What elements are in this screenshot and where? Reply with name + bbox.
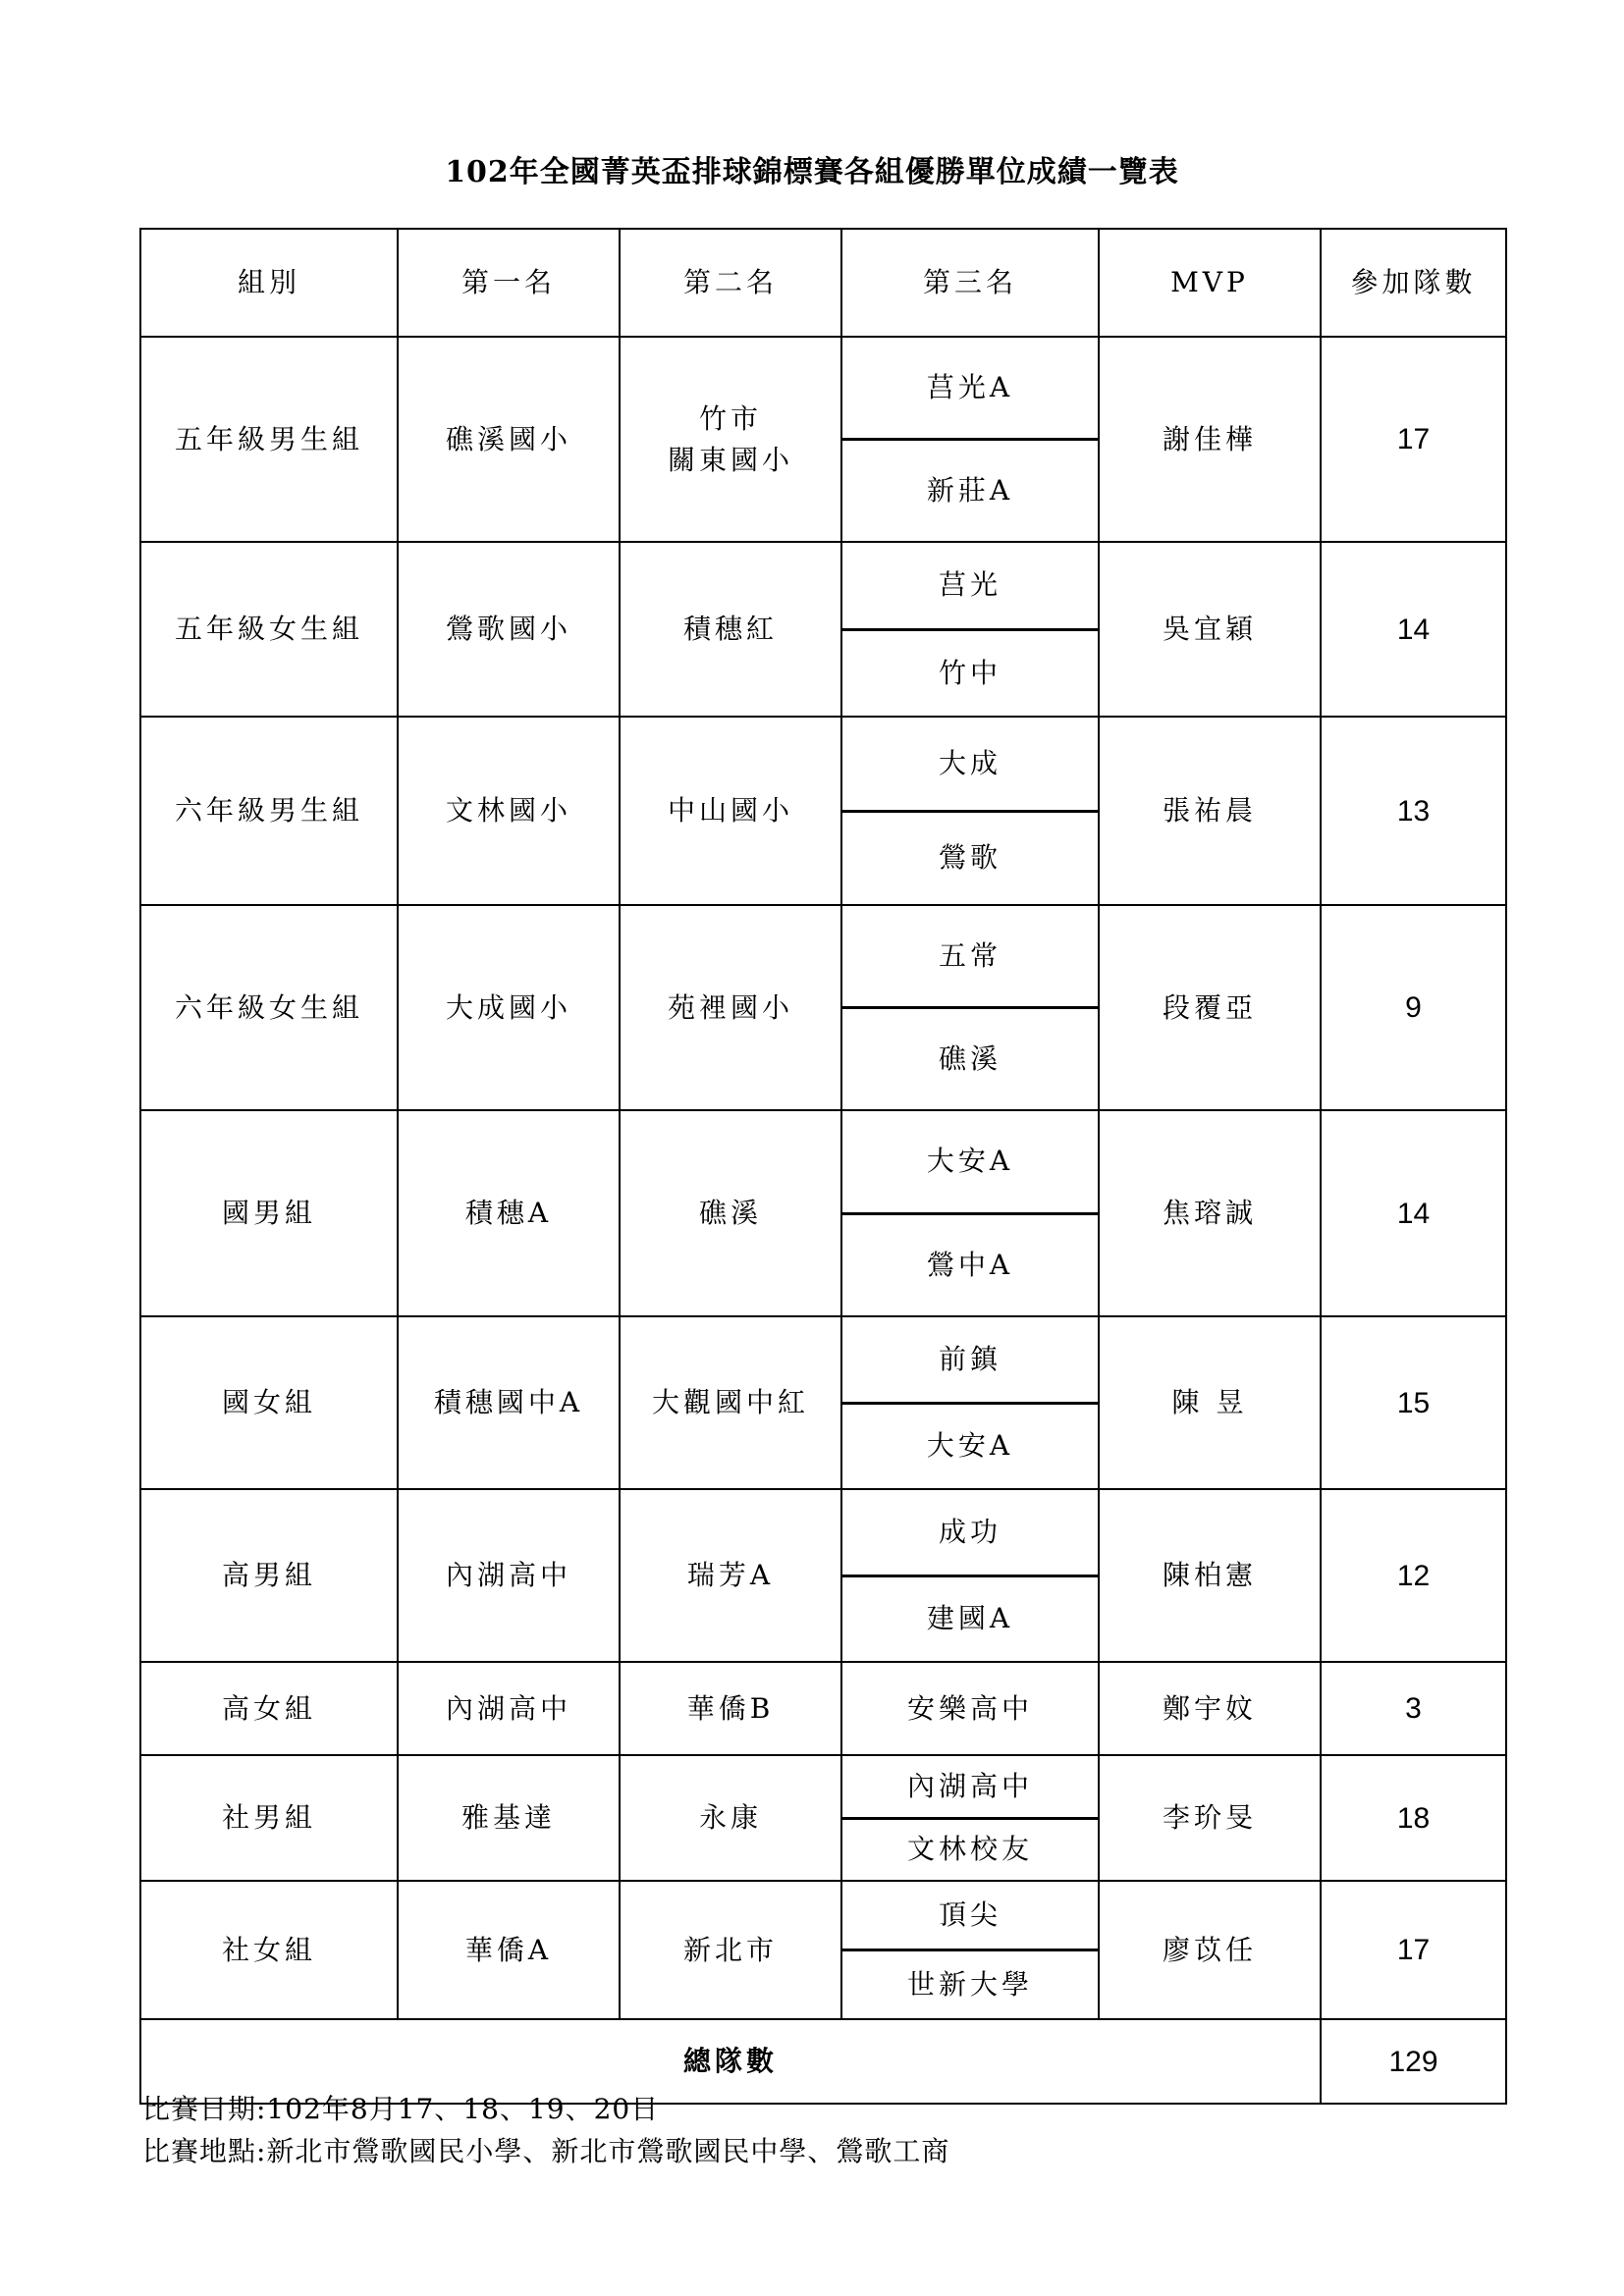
third-place-entry: 礁溪: [842, 1006, 1098, 1109]
third-place-entry: 世新大學: [842, 1949, 1098, 2018]
mvp-cell: 李玠旻: [1099, 1755, 1321, 1881]
header-cell: 第二名: [620, 229, 841, 337]
third-place-entry: 莒光A: [926, 371, 1014, 403]
third-place-entry: 竹中: [842, 628, 1098, 717]
table-row: [140, 1316, 1506, 1489]
group-cell: 五年級男生組: [140, 337, 398, 542]
mvp-cell: 廖苡任: [1099, 1881, 1321, 2019]
table-row: [140, 1489, 1506, 1662]
third-place-entry: 大成: [938, 746, 1001, 779]
second-place-cell: 苑裡國小: [620, 905, 841, 1110]
group-cell: 六年級男生組: [140, 717, 398, 905]
header-cell: MVP: [1099, 229, 1321, 337]
first-place-cell: 雅基達: [398, 1755, 620, 1881]
group-cell: 國女組: [140, 1316, 398, 1489]
second-place-cell: 新北市: [620, 1881, 841, 2019]
first-place-cell: 華僑A: [398, 1881, 620, 2019]
group-cell: 社女組: [140, 1881, 398, 2019]
first-place-cell: 礁溪國小: [398, 337, 620, 542]
first-place-cell: 積穗A: [398, 1110, 620, 1316]
mvp-cell: 焦瑢誠: [1099, 1110, 1321, 1316]
team-count-cell: 18: [1321, 1755, 1506, 1881]
match-date: 比賽日期:102年8月17、18、19、20日: [142, 2093, 660, 2125]
third-place-cell: [841, 337, 1099, 542]
header-cell: 第一名: [398, 229, 620, 337]
header-cell: 組別: [140, 229, 398, 337]
header-cell: 參加隊數: [1321, 229, 1506, 337]
group-cell: 社男組: [140, 1755, 398, 1881]
group-cell: 六年級女生組: [140, 905, 398, 1110]
page-title: 102年全國菁英盃排球錦標賽各組優勝單位成績一覽表: [445, 155, 1179, 189]
third-place-entry: 莒光: [938, 568, 1001, 602]
third-place-cell: [841, 1662, 1099, 1755]
second-place-cell: 中山國小: [620, 717, 841, 905]
total-label: 總隊數: [140, 2019, 1321, 2104]
mvp-cell: 謝佳樺: [1099, 337, 1321, 542]
third-place-cell: [841, 1755, 1099, 1881]
total-value: 129: [1321, 2019, 1506, 2104]
third-place-cell: [841, 1316, 1099, 1489]
mvp-cell: 段覆亞: [1099, 905, 1321, 1110]
team-count-cell: 3: [1321, 1662, 1506, 1755]
third-place-entry: 建國A: [842, 1575, 1098, 1662]
team-count-cell: 12: [1321, 1489, 1506, 1662]
mvp-cell: 張祐晨: [1099, 717, 1321, 905]
table-row: [140, 1662, 1506, 1755]
team-count-cell: 14: [1321, 542, 1506, 717]
mvp-cell: 吳宜穎: [1099, 542, 1321, 717]
results-table: [139, 228, 1507, 2105]
second-place-cell: 礁溪: [620, 1110, 841, 1316]
first-place-cell: 內湖高中: [398, 1489, 620, 1662]
third-place-cell: [841, 905, 1099, 1110]
table-row: [140, 1110, 1506, 1316]
group-cell: 高男組: [140, 1489, 398, 1662]
third-place-entry: 大安A: [926, 1145, 1014, 1178]
third-place-cell: [841, 542, 1099, 717]
match-venue: 比賽地點:新北市鶯歌國民小學、新北市鶯歌國民中學、鶯歌工商: [142, 2135, 950, 2167]
third-place-entry: 安樂高中: [906, 1691, 1033, 1725]
team-count-cell: 17: [1321, 337, 1506, 542]
third-place-entry: 內湖高中: [906, 1769, 1033, 1802]
group-cell: 國男組: [140, 1110, 398, 1316]
second-place-cell: 大觀國中紅: [620, 1316, 841, 1489]
first-place-cell: 內湖高中: [398, 1662, 620, 1755]
table-row: [140, 1755, 1506, 1881]
third-place-entry: 鶯歌: [842, 810, 1098, 905]
table-row: [140, 717, 1506, 905]
group-cell: 高女組: [140, 1662, 398, 1755]
team-count-cell: 14: [1321, 1110, 1506, 1316]
third-place-entry: 頂尖: [938, 1898, 1001, 1931]
third-place-entry: 新莊A: [842, 438, 1098, 541]
table-row: [140, 905, 1506, 1110]
first-place-cell: 文林國小: [398, 717, 620, 905]
third-place-entry: 鶯中A: [842, 1212, 1098, 1316]
team-count-cell: 13: [1321, 717, 1506, 905]
third-place-cell: [841, 1881, 1099, 2019]
second-place-cell: 永康: [620, 1755, 841, 1881]
third-place-entry: 文林校友: [842, 1817, 1098, 1881]
third-place-cell: [841, 1110, 1099, 1316]
second-place-cell: 積穗紅: [620, 542, 841, 717]
first-place-cell: 鶯歌國小: [398, 542, 620, 717]
group-cell: 五年級女生組: [140, 542, 398, 717]
table-row: [140, 337, 1506, 542]
team-count-cell: 15: [1321, 1316, 1506, 1489]
third-place-cell: [841, 1489, 1099, 1662]
header-row: [140, 229, 1506, 337]
table-row: [140, 542, 1506, 717]
team-count-cell: 9: [1321, 905, 1506, 1110]
third-place-entry: 大安A: [842, 1402, 1098, 1489]
third-place-entry: 成功: [938, 1515, 1001, 1548]
third-place-cell: [841, 717, 1099, 905]
first-place-cell: 大成國小: [398, 905, 620, 1110]
mvp-cell: 陳柏憲: [1099, 1489, 1321, 1662]
second-place-cell: 竹市 關東國小: [620, 337, 841, 542]
mvp-cell: 陳 昱: [1099, 1316, 1321, 1489]
second-place-cell: 華僑B: [620, 1662, 841, 1755]
second-place-cell: 瑞芳A: [620, 1489, 841, 1662]
third-place-entry: 五常: [938, 939, 1001, 972]
third-place-entry: 前鎮: [938, 1342, 1001, 1375]
team-count-cell: 17: [1321, 1881, 1506, 2019]
mvp-cell: 鄭宇妏: [1099, 1662, 1321, 1755]
first-place-cell: 積穗國中A: [398, 1316, 620, 1489]
header-cell: 第三名: [841, 229, 1099, 337]
table-row: [140, 1881, 1506, 2019]
